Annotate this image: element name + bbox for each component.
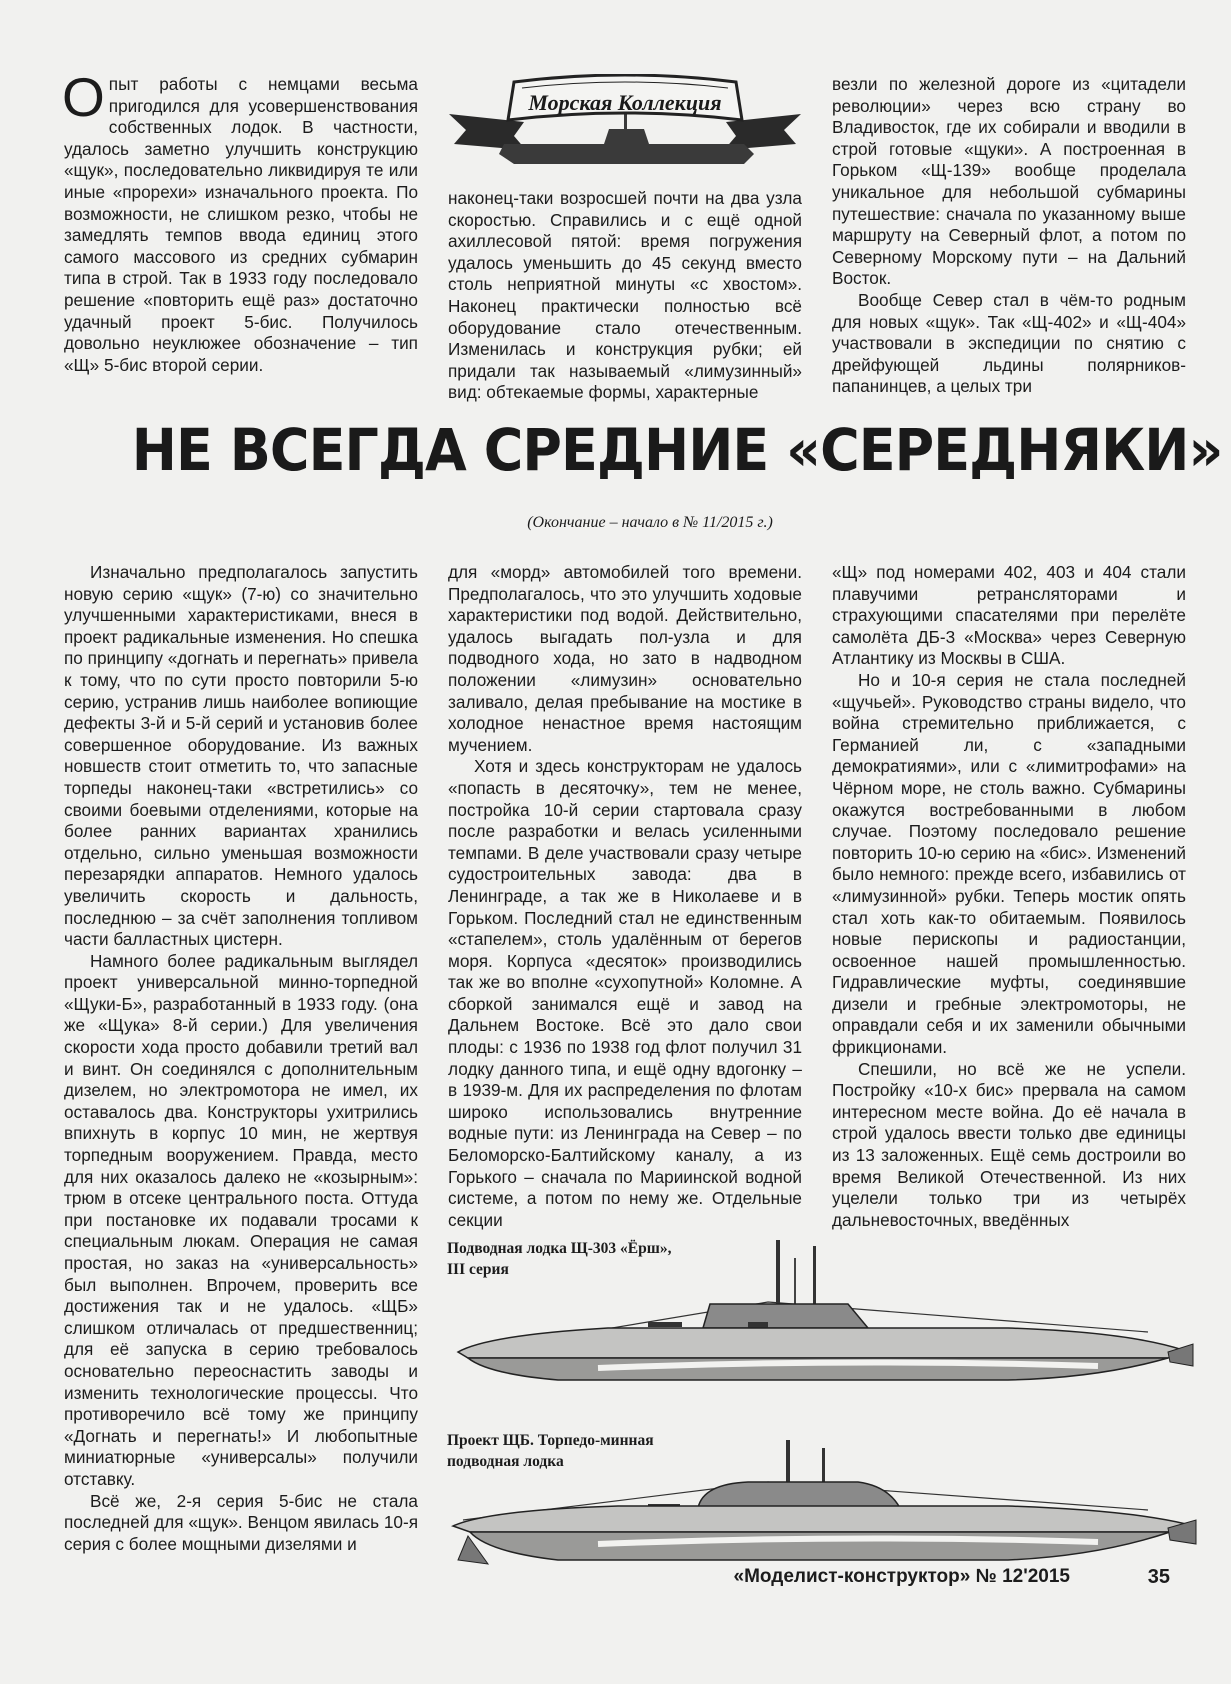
caption-shch-303: Подводная лодка Щ-303 «Ёрш», III серия xyxy=(447,1240,672,1278)
magazine-issue: «Моделист-конструктор» № 12'2015 xyxy=(733,1566,1070,1587)
paragraph: Всё же, 2-я серия 5-бис не стала последней для «щук». Венцом явилась 10-я серия с более мощными дизелями и xyxy=(64,1490,418,1554)
paragraph: Намного более радикальным выглядел проект универсальной минно-торпедной «Щуки-Б», разработанный в 1933 году. (она же «Щука» 8-й серии.) Для увеличения скорости хода просто добавили третий вал и винт. Он соединялся с дополнительным дизелем, но электромотора не имел, их оставалось два. Конструкторы ухитрились впихнуть в корпус 10 мин, не жертвуя торпедным вооружением. Правда, место для них оказалось далеко не «козырным»: трюм в отсеке центрального поста. Оттуда при постановке их подавали тросами к специальным люкам. Операция не самая простая, но заказ на «универсальность» был выполнен. Впрочем, проверить все достижения так и не удалось. «ЩБ» слишком отличалась от предшественниц; для её запуска в серию требовалось основательно переоснастить заводы и изменить технологические процессы. Что противоречило всё тому же принципу «Догнать и перегнать!» И любопытные миниатюрные «универсалы» получили отставку. xyxy=(64,950,418,1489)
paragraph: «Щ» под номерами 402, 403 и 404 стали плавучими ретрансляторами и страхующими спасателями при перелёте самолёта ДБ-3 «Москва» через Северную Атлантику из Москвы в США. xyxy=(832,562,1186,669)
paragraph: везли по железной дороге из «цитадели революции» через всю страну во Владивосток, где их собирали и вводили в строй готовые «щуки». А построенная в Горьком «Щ-139» вообще проделала уникальное для небольшой субмарины путешествие: сначала по указанному выше маршруту на Северный флот, а потом по Северному Морскому пути – на Дальний Восток. xyxy=(832,74,1186,289)
logo-text: Морская Коллекция xyxy=(528,90,722,115)
bottom-column-1 xyxy=(64,562,418,1555)
top-column-3 xyxy=(832,74,1186,398)
paragraph: пыт работы с немцами весьма пригодился для усовершенствования собственных лодок. В частности, удалось заметно улучшить конструкцию «щук», последовательно ликвидируя те или иные «прорехи» изначального проекта. По возможности, не слишком резко, чтобы не замедлять темпов ввода единиц этого самого массового из средних субмарин типа в строй. Так в 1933 году последовало решение «повторить ещё раз» достаточно удачный проект 5-бис. Получилось довольно неуклюжее обозначение – тип «Щ» 5-бис второй серии. xyxy=(64,74,418,375)
top-column-2 xyxy=(448,188,802,404)
paragraph: Изначально предполагалось запустить новую серию «щук» (7-ю) со значительно улучшенными характеристиками, внеся в проект радикальные изменения. Но спешка по принципу «догнать и перегнать» привела к тому, что по сути просто повторили 5-ю серию, устранив лишь наиболее вопиющие дефекты 3-й и 5-й серий и установив более совершенное оборудование. Из важных новшеств стоит отметить то, что запасные торпеды наконец-таки «встретились» со своими боевыми отделениями, которые на более ранних вариантах хранились отдельно, сильно уменьшая возможности перезарядки аппаратов. Немного удалось увеличить скорость и дальность, последнюю – за счёт заполнения топливом части балластных цистерн. xyxy=(64,562,418,950)
article-subtitle: (Окончание – начало в № 11/2015 г.) xyxy=(527,514,773,531)
bottom-column-3 xyxy=(832,562,1186,1231)
paragraph: для «морд» автомобилей того времени. Предполагалось, что это улучшить ходовые характеристики под водой. Действительно, удалось выгадать пол-узла и для подводного хода, но зато в надводном положении «лимузин» основательно заливало, делая пребывание на мостике в холодное ненастное время настоящим мучением. xyxy=(448,562,802,755)
drop-cap: О xyxy=(62,66,105,128)
paragraph: Спешили, но всё же не успели. Постройку «10-х бис» прервала на самом интересном месте война. До её начала в строй удалось ввести только две единицы из 13 заложенных. Ещё семь достроили во время Великой Отечественной. Из них уцелели только три из четырёх дальневосточных, введённых xyxy=(832,1058,1186,1230)
page-number: 35 xyxy=(1147,1566,1170,1588)
paragraph: наконец-таки возросшей почти на два узла скоростью. Справились и с ещё одной ахиллесовой пятой: время погружения удалось уменьшить до 45 секунд вместо столь неприятной минуты «с хвостом». Наконец практически полностью всё оборудование стало отечественным. Изменилась и конструкция рубки; ей придали так называемый «лимузинный» вид: обтекаемые формы, характерные xyxy=(448,188,802,403)
article-headline: НЕ ВСЕГДА СРЕДНИЕ «СЕРЕДНЯКИ» xyxy=(131,416,1223,484)
paragraph: Вообще Север стал в чём-то родным для новых «щук». Так «Щ-402» и «Щ-404» участвовали в экспедиции по снятию с дрейфующей льдины полярников-папанинцев, а целых три xyxy=(832,289,1186,397)
caption-shchb: Проект ЩБ. Торпедо-минная подводная лодка xyxy=(447,1432,654,1470)
paragraph: Хотя и здесь конструкторам не удалось «попасть в десяточку», тем не менее, постройка 10-й серии стартовала сразу после разработки и велась усиленными темпами. В деле участвовали сразу четыре судостроительных завода: два в Ленинграде, а так же в Николаеве и в Горьком. Последний стал не единственным «стапелем», столь удалённым от берегов моря. Корпуса «десяток» производились так же во вполне «сухопутной» Коломне. А сборкой занимался ещё и завод на Дальнем Востоке. Всё это дало свои плоды: с 1936 по 1938 год флот получил 31 лодку данного типа, и ещё одну вдогонку – в 1939-м. Для их распределения по флотам широко использовались внутренние водные пути: из Ленинграда на Север – по Беломорско-Балтийскому каналу, а из Горького – сначала по Мариинской водной системе, а потом по нему же. Отдельные секции xyxy=(448,756,802,1230)
top-column-1 xyxy=(62,66,418,376)
paragraph: Но и 10-я серия не стала последней «щучьей». Руководство страны видело, что война стремительно приближается, с Германией ли, с «западными демократиями», или с «лимитрофами» на Чёрном море, не столь важно. Субмарины окажутся востребованными в любом случае. Поэтому последовало решение повторить 10-ю серию на «бис». Изменений было немного: прежде всего, избавились от «лимузинной» рубки. Теперь мостик опять стал хоть как-то обитаемым. Появилось новые перископы и радиостанции, освоенное нашей промышленностью. Гидравлические муфты, соединявшие дизели и гребные электромоторы, не оправдали себя и их заменили обычными фрикционами. xyxy=(832,669,1186,1058)
bottom-column-2 xyxy=(448,562,802,1231)
page-footer xyxy=(600,1566,1170,1592)
morskaya-kollektsiya-logo xyxy=(444,74,806,186)
